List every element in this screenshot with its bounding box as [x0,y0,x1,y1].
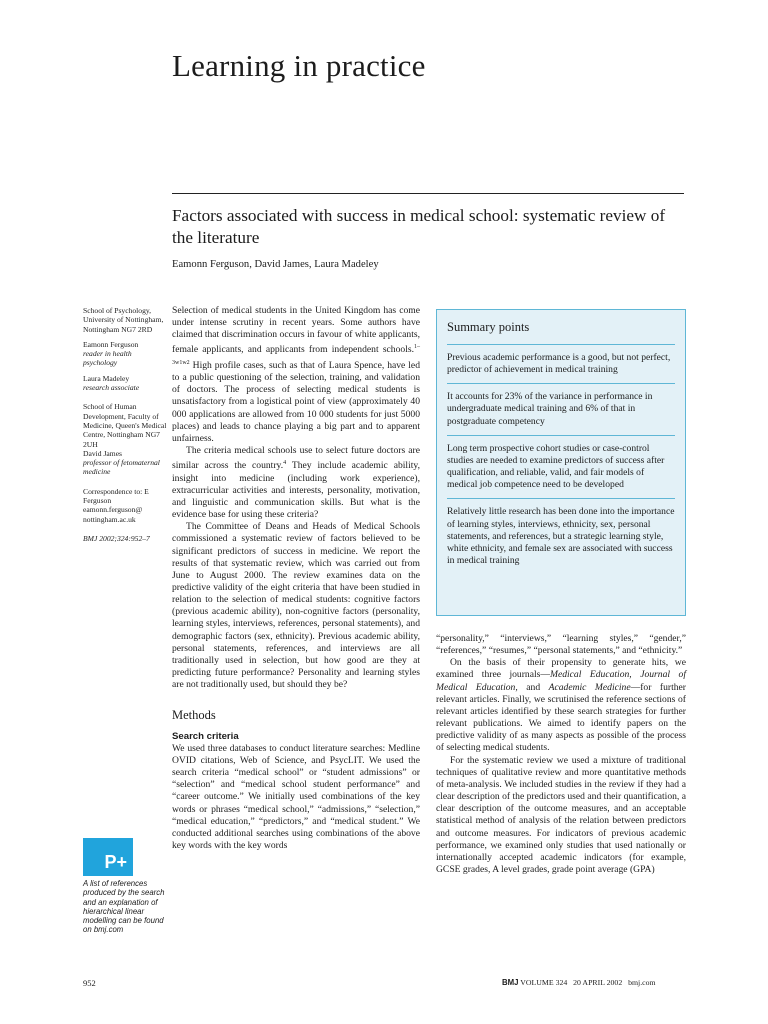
article-title: Factors associated with success in medical school: systematic review of the literature [172,206,666,247]
journal-names: Medical Education, Journal of Medical Education, [436,669,686,693]
author-3-role: professor of fetomaternal medicine [83,458,160,477]
author-3-name: David James [83,448,123,458]
title-rule [172,193,684,194]
reference-superscript: 4 [283,460,287,467]
summary-points-box [436,309,686,616]
article-authors: Eamonn Ferguson, David James, Laura Madeley [172,259,379,270]
paragraph-7: For the systematic review we used a mixture of traditional techniques of qualitative review and more quantitative methods of meta-analysis. We included studies in the review if they had a clear description of the predictors used and their quantification, a clear description of the outcome measures, and an acceptable statistical method of analysis of the relation between predictors and outcome measures. For indicators of previous academic performance, we examined only studies that used nationally or internationally accepted academic indicators (for example, GCSE grades, A level grades, grade point average (GPA) [436,754,686,875]
section-heading: Learning in practice [172,48,426,83]
affiliation-2: School of Human Development, Faculty of Medicine, Queen's Medical Centre, Nottingham NG7 2UH [83,402,167,449]
citation: BMJ 2002;324:952–7 [83,533,150,543]
summary-point: Previous academic performance is a good, but not perfect, predictor of achievement in medical training [447,344,675,383]
pplus-note: A list of references produced by the search and an explanation of hierarchical linear modelling can be found on bmj.com [83,879,165,935]
author-affiliations [83,306,167,549]
page-number: 952 [83,978,96,988]
correspondence: Correspondence to: E Ferguson eamonn.ferguson@ nottingham.ac.uk [83,486,149,524]
body-column-2 [436,633,686,876]
author-1-name: Eamonn Ferguson [83,339,139,349]
author-2-name: Laura Madeley [83,373,130,383]
author-2-role: research associate [83,383,140,393]
body-column-1 [172,305,420,852]
summary-point: It accounts for 23% of the variance in performance in undergraduate medical training and 6% of that in postgraduate competency [447,383,675,434]
author-1-role: reader in health psychology [83,349,132,368]
journal-footer: BMJ VOLUME 324 20 APRIL 2002 bmj.com [502,978,656,987]
paragraph-3: The Committee of Deans and Heads of Medical Schools commissioned a systematic review of factors believed to be significant predictors of success in medicine. We report the results of that systematic review, which was carried out from June to August 2000. The review examines data on the predictive validity of the eight criteria that have been studied in relation to the selection of medical students: cognitive factors (previous academic ability), non-cognitive factors (personality, learning styles, interviews, references, personal statements), and demographic factors (sex, ethnicity). Previous academic ability, personal statements, references, and interviews are all traditionally used in selection, but how good are they at predicting future performance? Personality and learning styles are not traditionally used, but should they be? [172,521,420,691]
summary-point: Relatively little research has been done into the importance of learning styles, interviews, ethnicity, sex, personal statements, and references, but a strategic learning style, white ethnicity, and female sex are associated with success in medical training [447,498,675,574]
affiliation-1: School of Psychology, University of Nottingham, Nottingham NG7 2RD [83,306,164,334]
summary-points-title: Summary points [447,320,530,334]
summary-point: Long term prospective cohort studies or case-control studies are needed to examine predictors of success after qualification, and reliable, valid, and fair models of medical job competence need to be developed [447,435,675,499]
pplus-logo: P+ [83,838,133,876]
search-criteria-heading: Search criteria [172,730,239,742]
journal-name: Academic Medicine [548,681,631,693]
journal-name-footer: BMJ [502,978,519,987]
reference-superscript: 1–3w1w2 [172,344,420,366]
paragraph-1: Selection of medical students in the United Kingdom has come under intense scrutiny in recent years. Some authors have claimed that discrimination occurs in favour of white applicants, female applicants, and applicants from independent schools.$^{1-3w1w2}$ High profile cases, such as that of Laura Spence, have led to a public questioning of the selection, training, and validation of doctors. The process of selecting medical students is unsatisfactory from a logistical point of view (approximately 40 000 applications are allowed from 10 000 students for just 5000 places) and leads to chance playing a big part and to apparent unfairness. [172,305,420,444]
paragraph-4: We used three databases to conduct literature searches: Medline OVID citations, Web of Science, and PsycLIT. We used the search criteria “medical school” or “student admissions” or “selection” and “medical school student performance” and “career outcome.” We initially used combinations of the key words or phrases “medical school,” “admissions,” “selection,” “medical education,” “predictors,” and “medical student.” We conducted additional searches using combinations of the above key words with the key words [172,742,420,851]
paragraph-6: On the basis of their propensity to generate hits, we examined three journals—Medical Education, Journal of Medical Education, and Academic Medicine—for further relevant articles. Finally, we scrutinised the reference sections of relevant articles identified by these search strategies for further relevant publications. We aimed to identify papers on the predictive validity of as many aspects as possible of the process of selecting medical students. [436,657,686,754]
paragraph-5: “personality,” “interviews,” “learning styles,” “gender,” “references,” “resumes,” “personal statements,” and “ethnicity.” [436,633,686,657]
paragraph-2: The criteria medical schools use to select future doctors are similar across the country.$^4$ They include academic ability, insight into medicine (including work experience), extracurricular activities and interests, personality, motivation, and linguistic and communication skills. But what is the evidence base for using these criteria? [172,445,420,521]
methods-heading: Methods [172,708,216,723]
